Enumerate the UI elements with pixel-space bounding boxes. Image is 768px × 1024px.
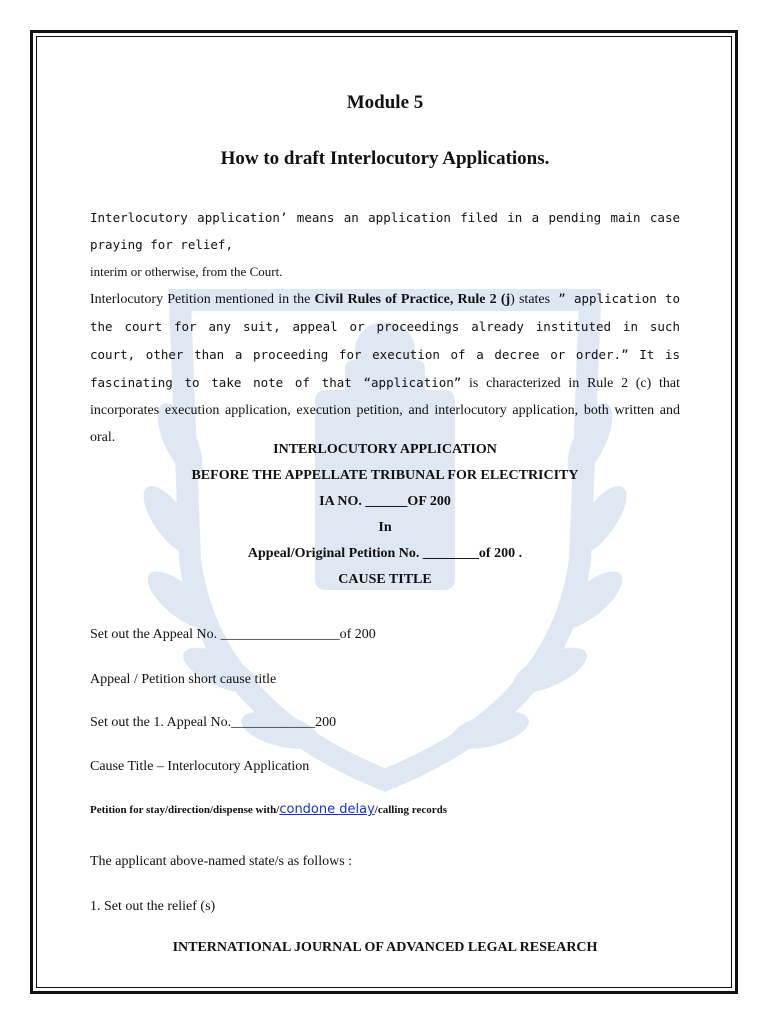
field-short-cause-title: Appeal / Petition short cause title	[90, 672, 277, 687]
intro-p2-bold: Civil Rules of Practice, Rule 2 (j	[314, 292, 511, 307]
module-title: Module 5	[346, 92, 424, 113]
intro-paragraph-2	[90, 285, 680, 451]
field-appeal-no: Set out the Appeal No. _________________of 200	[90, 627, 376, 642]
form-header-line4: In	[378, 520, 392, 535]
intro-paragraph-1	[90, 204, 680, 285]
form-header-line5: Appeal/Original Petition No. ________of 200 .	[247, 546, 523, 561]
intro-p2-lead: Interlocutory Petition mentioned in the	[90, 292, 315, 307]
petition-suffix: /calling records	[374, 804, 447, 816]
petition-prefix: Petition for stay/direction/dispense with/	[90, 804, 280, 816]
intro-p2-mono: proceeding for execution of a decree or order.” It is fascinating to take note of that “application”	[90, 347, 680, 390]
intro-p2-rest2: is characterized in Rule 2 (c) that incorporates execution application, execution petition, and interlocutory application, both written and oral.	[90, 376, 680, 445]
journal-footer: INTERNATIONAL JOURNAL OF ADVANCED LEGAL RESEARCH	[172, 940, 598, 955]
condone-delay-link[interactable]: condone delay	[279, 802, 375, 817]
field-relief: 1. Set out the relief (s)	[90, 899, 216, 914]
intro-p2-mid: ) states	[510, 292, 551, 307]
form-header-line2: BEFORE THE APPELLATE TRIBUNAL FOR ELECTRICITY	[191, 468, 579, 483]
form-header-line6: CAUSE TITLE	[338, 572, 432, 587]
intro-p2-rest1: ” application to the court for any suit, appeal or proceedings already instituted in such court, other than a	[90, 291, 681, 362]
document-content	[90, 0, 680, 1024]
field-appeal-no-1: Set out the 1. Appeal No.____________200	[90, 715, 337, 730]
field-petition-type	[90, 800, 680, 820]
form-header	[90, 437, 680, 593]
intro-p1-part1: Interlocutory application’ means an application filed in a pending main case praying for relief,	[90, 210, 680, 252]
intro-p1-part2: interim or otherwise, from the Court.	[90, 264, 283, 279]
field-cause-title: Cause Title – Interlocutory Application	[90, 759, 310, 774]
document-title: How to draft Interlocutory Applications.	[220, 148, 550, 169]
form-header-line3: IA NO. ______OF 200	[319, 494, 451, 509]
field-applicant-statement: The applicant above-named state/s as follows :	[90, 854, 353, 869]
form-header-line1: INTERLOCUTORY APPLICATION	[273, 442, 497, 457]
